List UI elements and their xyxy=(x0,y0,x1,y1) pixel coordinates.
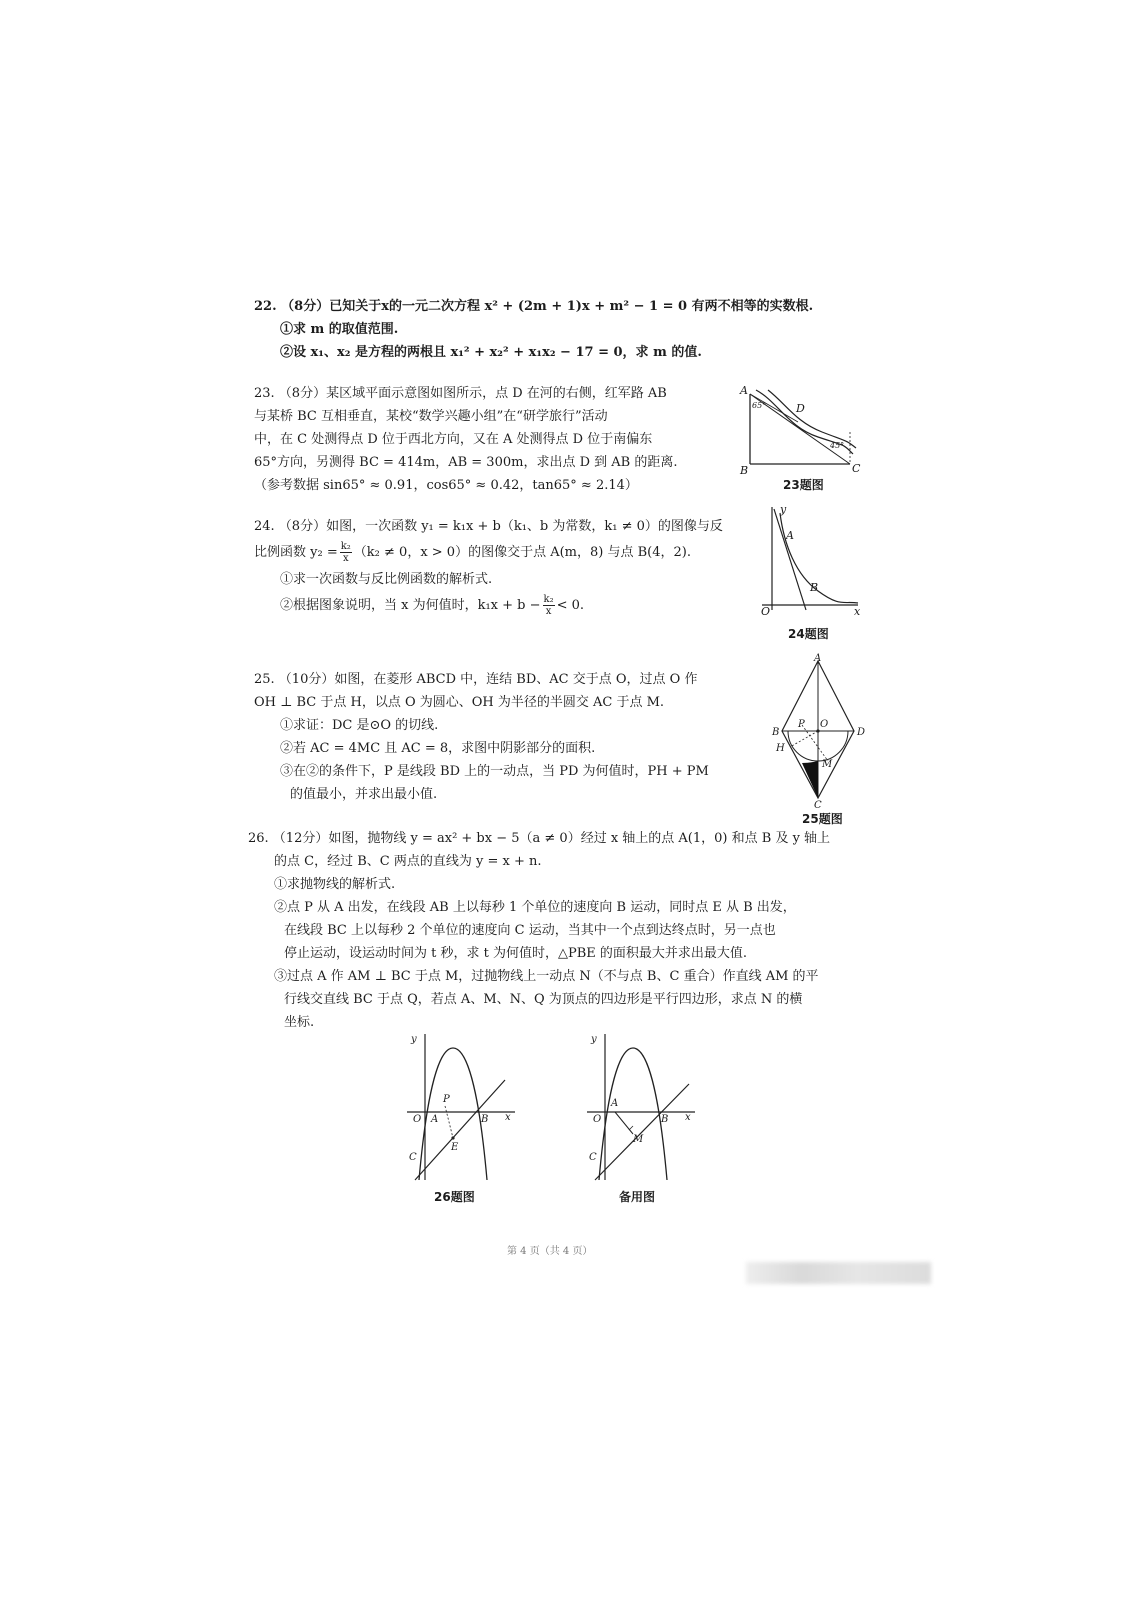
q24-figure xyxy=(758,505,863,617)
q23-line-3: 中，在 C 处测得点 D 位于西北方向，又在 A 处测得点 D 位于南偏东 xyxy=(254,432,653,447)
q26-fig1-label-e: E xyxy=(451,1142,459,1153)
question-25 xyxy=(254,668,709,806)
q24-fraction-2 xyxy=(543,594,555,617)
q24-part1: ①求一次函数与反比例函数的解析式. xyxy=(280,572,493,587)
q24-label-o: O xyxy=(761,605,771,618)
q26-fig1-label-a: A xyxy=(431,1114,439,1125)
q23-caption: 23题图 xyxy=(783,478,824,492)
q25-label-a: A xyxy=(814,653,822,664)
q25-caption: 25题图 xyxy=(802,812,843,826)
q26-line-1: 26. （12分）如图，抛物线 y = ax² + bx − 5（a ≠ 0）经过 x 轴上的点 A(1，0) 和点 B 及 y 轴上 xyxy=(248,831,831,846)
page-footer: 第 4 页（共 4 页） xyxy=(507,1246,593,1257)
q26-part3-line-3: 坐标. xyxy=(284,1015,315,1030)
q23-label-d: D xyxy=(796,402,805,415)
question-26 xyxy=(248,827,830,1034)
q26-fig2-label-o: O xyxy=(593,1114,602,1125)
q25-line-1: 25. （10分）如图，在菱形 ABCD 中，连结 BD、AC 交于点 O，过点 O 作 xyxy=(254,672,698,687)
q23-label-a: A xyxy=(740,384,748,397)
q25-part2: ②若 AC = 4MC 且 AC = 8，求图中阴影部分的面积. xyxy=(280,741,596,756)
q24-caption: 24题图 xyxy=(788,627,829,641)
q23-line-4: 65°方向，另测得 BC = 414m，AB = 300m，求出点 D 到 AB 的距离. xyxy=(254,455,678,470)
q22-stem: 22. （8分）已知关于x的一元二次方程 x² + (2m + 1)x + m² − 1 = 0 有两不相等的实数根. xyxy=(254,299,814,314)
watermark-blur xyxy=(746,1262,931,1284)
q25-label-c: C xyxy=(814,800,822,811)
q25-figure xyxy=(772,653,872,811)
q26-part3-line-2: 行线交直线 BC 于点 Q，若点 A、M、N、Q 为顶点的四边形是平行四边形，求点 N 的横 xyxy=(284,992,803,1007)
q24-part2a: ②根据图象说明，当 x 为何值时，k₁x + b − xyxy=(280,598,541,613)
q24-frac-den: x xyxy=(342,553,349,564)
q26-line-2: 的点 C，经过 B、C 两点的直线为 y = x + n. xyxy=(274,854,542,869)
q25-label-o: O xyxy=(820,719,829,730)
q23-angle-65: 65° xyxy=(752,401,767,410)
q23-line-1: 23. （8分）某区域平面示意图如图所示，点 D 在河的右侧，红军路 AB xyxy=(254,386,667,401)
question-23 xyxy=(254,382,677,497)
q25-part1: ①求证：DC 是⊙O 的切线. xyxy=(280,718,439,733)
q24-frac2-den: x xyxy=(545,606,552,617)
q24-line-1: 24. （8分）如图，一次函数 y₁ = k₁x + b（k₁、b 为常数，k₁ ≠ 0）的图像与反 xyxy=(254,519,723,534)
q26-fig1-label-x: x xyxy=(505,1112,511,1123)
q26-fig1-label-o: O xyxy=(413,1114,422,1125)
q26-figure xyxy=(405,1030,520,1185)
q26-fig1-label-c: C xyxy=(409,1152,417,1163)
q25-label-p: P xyxy=(798,719,805,730)
q25-line-2: OH ⊥ BC 于点 H，以点 O 为圆心、OH 为半径的半圆交 AC 于点 M. xyxy=(254,695,665,710)
q23-angle-45: 45° xyxy=(830,441,845,450)
q26-fig1-label-y: y xyxy=(411,1034,417,1045)
q23-label-b: B xyxy=(740,464,749,477)
q24-label-a: A xyxy=(786,529,794,542)
q26-fig1-label-p: P xyxy=(443,1094,450,1105)
q24-label-y: y xyxy=(780,503,787,516)
q26-part3-line-1: ③过点 A 作 AM ⊥ BC 于点 M，过抛物线上一动点 N（不与点 B、C 重合）作直线 AM 的平 xyxy=(274,969,819,984)
q25-label-d: D xyxy=(857,727,866,738)
q24-fraction xyxy=(340,541,352,564)
q26-part2-line-3: 停止运动，设运动时间为 t 秒，求 t 为何值时，△PBE 的面积最大并求出最大值. xyxy=(284,946,748,961)
q24-line-2 xyxy=(254,538,723,568)
q22-part1: ①求 m 的取值范围. xyxy=(280,322,399,337)
q25-label-b: B xyxy=(772,727,780,738)
q26-fig2-label-a: A xyxy=(611,1098,619,1109)
q24-frac-num: k₂ xyxy=(340,541,351,552)
q25-label-h: H xyxy=(776,743,785,754)
q24-part2b: < 0. xyxy=(556,598,585,613)
q26-fig2-label-m: M xyxy=(633,1134,644,1145)
q24-line-2b: （k₂ ≠ 0，x > 0）的图像交于点 A(m，8) 与点 B(4，2). xyxy=(353,545,691,560)
q26-part2-line-1: ②点 P 从 A 出发，在线段 AB 上以每秒 1 个单位的速度向 B 运动，同时点 E 从 B 出发， xyxy=(274,900,796,915)
q26-spare-caption: 备用图 xyxy=(619,1190,656,1204)
q25-label-m: M xyxy=(822,759,833,770)
q26-part1: ①求抛物线的解析式. xyxy=(274,877,396,892)
q24-part2 xyxy=(254,591,723,621)
q24-label-b: B xyxy=(810,581,819,594)
q24-line-2a: 比例函数 y₂ = xyxy=(254,545,338,560)
q26-fig2-label-y: y xyxy=(591,1034,597,1045)
q26-fig2-label-b: B xyxy=(661,1114,669,1125)
q24-label-x: x xyxy=(854,605,861,618)
question-22 xyxy=(254,295,813,364)
q26-fig1-label-b: B xyxy=(481,1114,489,1125)
q24-frac2-num: k₂ xyxy=(543,594,554,605)
question-24 xyxy=(254,515,723,621)
q25-part3-cont: 的值最小，并求出最小值. xyxy=(290,787,438,802)
q26-fig2-label-c: C xyxy=(589,1152,597,1163)
q25-part3: ③在②的条件下，P 是线段 BD 上的一动点，当 PD 为何值时，PH + PM xyxy=(280,764,709,779)
q23-reference-data: （参考数据 sin65° ≈ 0.91，cos65° ≈ 0.42，tan65° ≈ 2.14） xyxy=(254,478,638,493)
q23-figure xyxy=(738,382,863,477)
q22-part2: ②设 x₁、x₂ 是方程的两根且 x₁² + x₂² + x₁x₂ − 17 = 0，求 m 的值. xyxy=(280,345,702,360)
q23-line-2: 与某桥 BC 互相垂直，某校“数学兴趣小组”在“研学旅行”活动 xyxy=(254,409,608,424)
q26-fig2-label-x: x xyxy=(685,1112,691,1123)
q26-caption: 26题图 xyxy=(434,1190,475,1204)
q26-part2-line-2: 在线段 BC 上以每秒 2 个单位的速度向 C 运动，当其中一个点到达终点时，另一点也 xyxy=(284,923,776,938)
q23-label-c: C xyxy=(852,462,861,475)
q26-spare-figure xyxy=(585,1030,700,1185)
